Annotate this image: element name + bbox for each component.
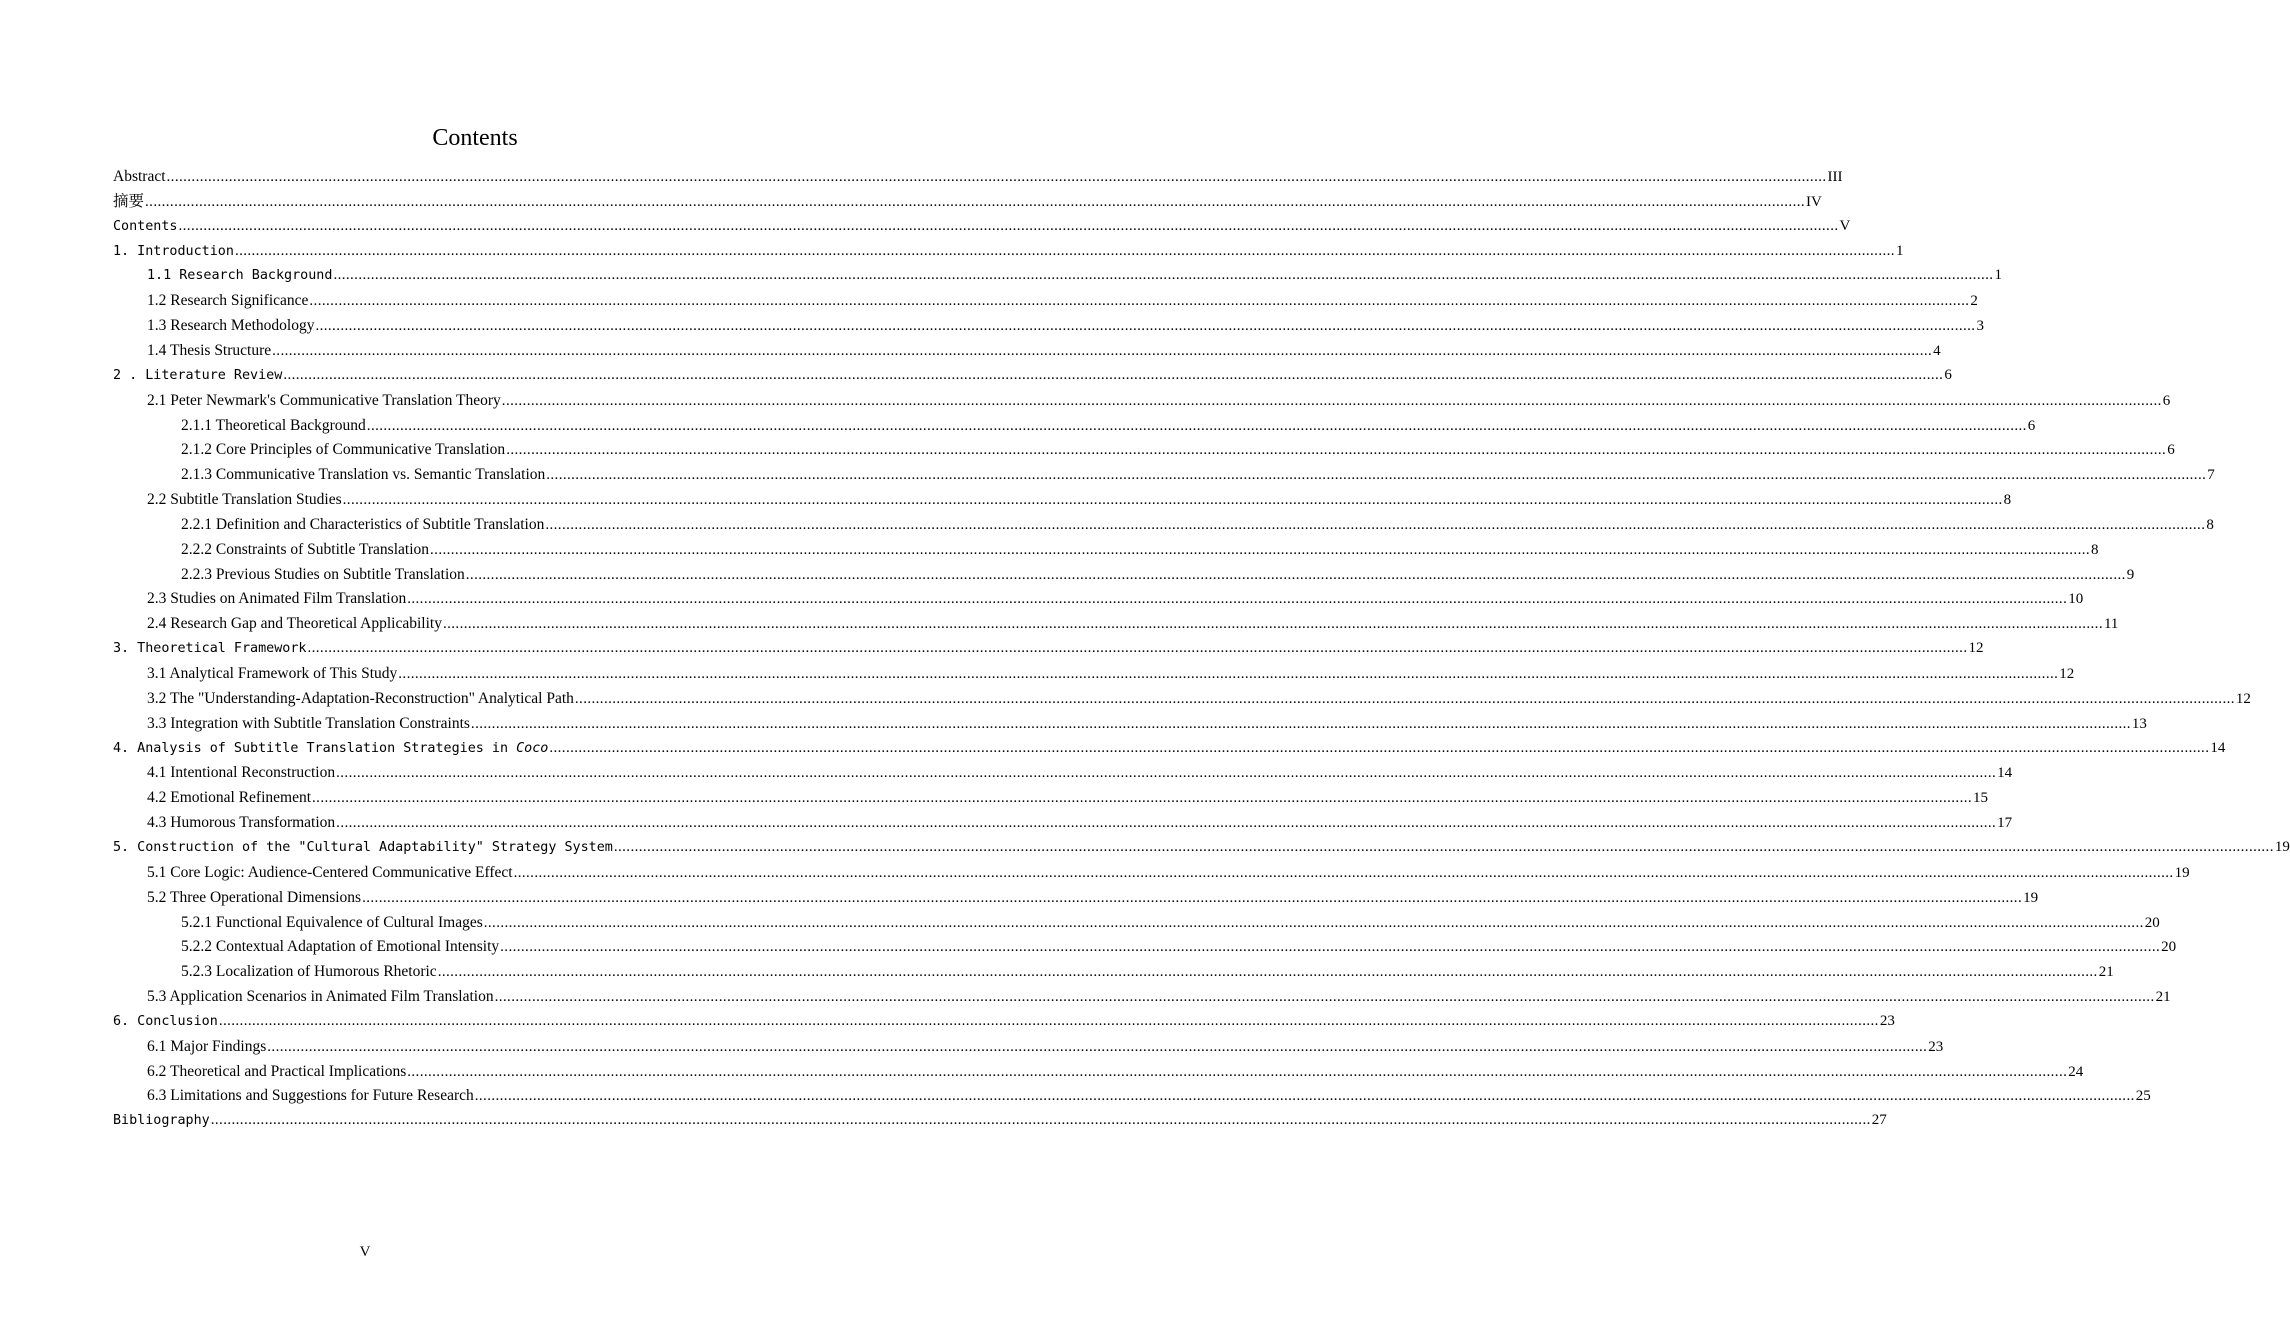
toc-entry-page: 12 bbox=[2235, 690, 2251, 707]
dot-leader: ................................................................................................................................................................................................................................................................................................................................................................................................................ bbox=[309, 293, 1970, 310]
dot-leader: ................................................................................................................................................................................................................................................................................................................................................................................................................ bbox=[546, 467, 2207, 484]
toc-entry-label: 2.4 Research Gap and Theoretical Applicability bbox=[147, 615, 442, 633]
toc-entry-page: 13 bbox=[2131, 715, 2147, 732]
toc-entry-page: 15 bbox=[1973, 790, 1989, 807]
dot-leader: ................................................................................................................................................................................................................................................................................................................................................................................................................ bbox=[272, 342, 1933, 359]
toc-entry-label: 6. Conclusion bbox=[113, 1013, 218, 1029]
toc-entry[interactable] bbox=[113, 1009, 1895, 1034]
toc-entry[interactable] bbox=[147, 686, 2251, 711]
toc-entry-label: 2.1.3 Communicative Translation vs. Semantic Translation bbox=[181, 466, 546, 484]
toc-entry-label: 3.3 Integration with Subtitle Translation Constraints bbox=[147, 714, 470, 732]
toc-entry-page: 25 bbox=[2135, 1088, 2151, 1105]
toc-entry-label: 2.3 Studies on Animated Film Translation bbox=[147, 590, 407, 608]
dot-leader: ................................................................................................................................................................................................................................................................................................................................................................................................................ bbox=[549, 739, 2210, 756]
toc-entry[interactable] bbox=[147, 860, 2190, 885]
toc-entry-page: 7 bbox=[2207, 467, 2215, 484]
toc-entry[interactable] bbox=[181, 959, 2114, 984]
toc-entry-label: 4.2 Emotional Refinement bbox=[147, 789, 312, 807]
toc-entry[interactable] bbox=[147, 1034, 1944, 1059]
dot-leader: ................................................................................................................................................................................................................................................................................................................................................................................................................ bbox=[362, 889, 2023, 906]
toc-entry[interactable] bbox=[181, 462, 2215, 487]
dot-leader: ................................................................................................................................................................................................................................................................................................................................................................................................................ bbox=[483, 914, 2144, 931]
toc-entry[interactable] bbox=[113, 239, 1904, 264]
toc-entry[interactable] bbox=[147, 288, 1978, 313]
toc-entry-page: 27 bbox=[1871, 1112, 1887, 1129]
toc-entry-label: 4.3 Humorous Transformation bbox=[147, 814, 336, 832]
toc-entry-label: 1.4 Thesis Structure bbox=[147, 341, 272, 359]
dot-leader: ................................................................................................................................................................................................................................................................................................................................................................................................................ bbox=[407, 1063, 2068, 1080]
dot-leader: ................................................................................................................................................................................................................................................................................................................................................................................................................ bbox=[437, 964, 2098, 981]
dot-leader: ................................................................................................................................................................................................................................................................................................................................................................................................................ bbox=[474, 1088, 2135, 1105]
toc-entry[interactable] bbox=[181, 934, 2177, 959]
toc-entry[interactable] bbox=[181, 437, 2175, 462]
toc-entry-page: V bbox=[1839, 217, 1851, 234]
toc-entry[interactable] bbox=[181, 562, 2135, 587]
toc-entry[interactable] bbox=[147, 1059, 2084, 1084]
dot-leader: ................................................................................................................................................................................................................................................................................................................................................................................................................ bbox=[430, 541, 2091, 558]
toc-entry[interactable] bbox=[147, 586, 2084, 611]
toc-entry-label: 2.2.2 Constraints of Subtitle Translation bbox=[181, 540, 430, 558]
toc-entry-label: 5.3 Application Scenarios in Animated Film Translation bbox=[147, 988, 494, 1006]
toc-entry-page: 2 bbox=[1970, 293, 1978, 310]
toc-entry[interactable] bbox=[147, 760, 2013, 785]
toc-entry[interactable] bbox=[147, 313, 1984, 338]
dot-leader: ................................................................................................................................................................................................................................................................................................................................................................................................................ bbox=[442, 616, 2103, 633]
toc-entry-label: 5.2.1 Functional Equivalence of Cultural Images bbox=[181, 913, 483, 931]
toc-entry-page: 6 bbox=[2162, 392, 2171, 409]
toc-entry-page: 9 bbox=[2126, 566, 2135, 583]
dot-leader: ................................................................................................................................................................................................................................................................................................................................................................................................................ bbox=[500, 939, 2161, 956]
toc-entry-label: 6.2 Theoretical and Practical Implications bbox=[147, 1062, 407, 1080]
toc-entry-page: III bbox=[1827, 169, 1843, 185]
toc-entry[interactable] bbox=[147, 611, 2119, 636]
dot-leader: ................................................................................................................................................................................................................................................................................................................................................................................................................ bbox=[465, 566, 2126, 583]
dot-leader: ................................................................................................................................................................................................................................................................................................................................................................................................................ bbox=[178, 217, 1839, 234]
toc-entry-page: 19 bbox=[2174, 864, 2190, 881]
toc-entry[interactable] bbox=[147, 984, 2171, 1009]
toc-entry-label: 5.2.2 Contextual Adaptation of Emotional Intensity bbox=[181, 938, 500, 956]
dot-leader: ................................................................................................................................................................................................................................................................................................................................................................................................................ bbox=[545, 516, 2206, 533]
toc-entry[interactable] bbox=[181, 413, 2036, 438]
dot-leader: ................................................................................................................................................................................................................................................................................................................................................................................................................ bbox=[613, 838, 2274, 855]
toc-entry[interactable] bbox=[147, 810, 2013, 835]
dot-leader: ................................................................................................................................................................................................................................................................................................................................................................................................................ bbox=[574, 690, 2235, 707]
toc-entry-label: 2.1 Peter Newmark's Communicative Translation Theory bbox=[147, 391, 501, 409]
toc-entry[interactable] bbox=[113, 835, 2290, 860]
toc-entry-page: 12 bbox=[2059, 666, 2075, 682]
toc-entry-page: 6 bbox=[2167, 442, 2175, 459]
toc-entry[interactable] bbox=[147, 487, 2012, 512]
toc-entry[interactable] bbox=[147, 661, 2075, 686]
dot-leader: ................................................................................................................................................................................................................................................................................................................................................................................................................ bbox=[366, 417, 2027, 434]
dot-leader: ................................................................................................................................................................................................................................................................................................................................................................................................................ bbox=[283, 366, 1944, 383]
toc-entry-page: 21 bbox=[2155, 989, 2171, 1006]
toc-entry-label: 5.2.3 Localization of Humorous Rhetoric bbox=[181, 963, 437, 981]
toc-entry[interactable] bbox=[147, 785, 1989, 810]
dot-leader: ................................................................................................................................................................................................................................................................................................................................................................................................................ bbox=[470, 715, 2131, 732]
toc-entry-label: 4.1 Intentional Reconstruction bbox=[147, 764, 336, 782]
toc-entry-page: 11 bbox=[2103, 616, 2119, 633]
toc-entry-label: Abstract bbox=[113, 168, 166, 185]
toc-entry-page: 19 bbox=[2274, 838, 2290, 855]
toc-entry[interactable] bbox=[147, 338, 1941, 363]
toc-entry-label: 1. Introduction bbox=[113, 243, 234, 259]
toc-entry-label: Contents bbox=[113, 218, 178, 234]
toc-entry-label: 2.2 Subtitle Translation Studies bbox=[147, 491, 342, 509]
toc-entry[interactable] bbox=[147, 388, 2171, 413]
toc-entry[interactable] bbox=[147, 711, 2147, 736]
toc-entry[interactable] bbox=[113, 1108, 1887, 1133]
toc-entry-label: 1.2 Research Significance bbox=[147, 292, 309, 310]
toc-entry-page: 23 bbox=[1928, 1038, 1944, 1055]
dot-leader: ................................................................................................................................................................................................................................................................................................................................................................................................................ bbox=[407, 591, 2068, 608]
dot-leader: ................................................................................................................................................................................................................................................................................................................................................................................................................ bbox=[506, 442, 2167, 459]
toc-entry[interactable] bbox=[181, 537, 2099, 562]
toc-entry-label: 1.1 Research Background bbox=[147, 268, 333, 284]
toc-entry-label: 5.2 Three Operational Dimensions bbox=[147, 888, 362, 906]
toc-entry-page: 21 bbox=[2098, 964, 2114, 981]
toc-entry[interactable] bbox=[147, 885, 2039, 910]
toc-entry[interactable] bbox=[147, 1083, 2151, 1108]
toc-entry-label: 3. Theoretical Framework bbox=[113, 641, 307, 657]
toc-entry-label: 5.1 Core Logic: Audience-Centered Communicative Effect bbox=[147, 863, 513, 881]
toc-entry-page: 8 bbox=[2091, 541, 2099, 558]
dot-leader: ................................................................................................................................................................................................................................................................................................................................................................................................................ bbox=[333, 267, 1994, 284]
toc-entry-label: 4. Analysis of Subtitle Translation Strategies in Coco bbox=[113, 740, 549, 756]
toc-entry-page: 1 bbox=[1895, 242, 1904, 259]
dot-leader: ................................................................................................................................................................................................................................................................................................................................................................................................................ bbox=[307, 640, 1968, 657]
toc-entry-page: 20 bbox=[2161, 939, 2177, 956]
toc-entry-label: 2 . Literature Review bbox=[113, 367, 283, 383]
toc-entry-label: 5. Construction of the "Cultural Adaptability" Strategy System bbox=[113, 839, 613, 855]
toc-entry-page: 1 bbox=[1994, 267, 2002, 284]
toc-entry-page: 24 bbox=[2068, 1063, 2084, 1080]
toc-entry-label: 1.3 Research Methodology bbox=[147, 317, 315, 335]
dot-leader: ................................................................................................................................................................................................................................................................................................................................................................................................................ bbox=[494, 989, 2155, 1006]
toc-entry-page: 14 bbox=[2210, 739, 2226, 756]
dot-leader: ................................................................................................................................................................................................................................................................................................................................................................................................................ bbox=[336, 765, 1997, 782]
toc-entry-label: 2.2.1 Definition and Characteristics of Subtitle Translation bbox=[181, 515, 545, 533]
dot-leader: ................................................................................................................................................................................................................................................................................................................................................................................................................ bbox=[501, 392, 2162, 409]
toc-entry-page: 23 bbox=[1879, 1012, 1895, 1029]
toc-entry-label: Bibliography bbox=[113, 1113, 210, 1129]
toc-entry-label: 3.1 Analytical Framework of This Study bbox=[147, 665, 398, 682]
dot-leader: ................................................................................................................................................................................................................................................................................................................................................................................................................ bbox=[166, 169, 1827, 185]
toc-entry-label: 摘要 bbox=[113, 192, 145, 210]
toc-entry-label: 6.3 Limitations and Suggestions for Future Research bbox=[147, 1087, 474, 1105]
dot-leader: ................................................................................................................................................................................................................................................................................................................................................................................................................ bbox=[145, 193, 1806, 210]
toc-entry[interactable] bbox=[113, 736, 2226, 761]
toc-entry-page: 19 bbox=[2023, 889, 2039, 906]
toc-entry[interactable] bbox=[147, 263, 2002, 288]
toc-entry-page: IV bbox=[1806, 193, 1822, 210]
toc-entry-page: 10 bbox=[2068, 591, 2084, 608]
toc-entry-label: 3.2 The "Understanding-Adaptation-Reconstruction" Analytical Path bbox=[147, 689, 574, 707]
toc-entry[interactable] bbox=[113, 636, 1984, 661]
page-number: V bbox=[359, 1244, 371, 1260]
toc-entry-page: 12 bbox=[1968, 640, 1984, 657]
toc-entry[interactable] bbox=[181, 512, 2214, 537]
toc-entry[interactable] bbox=[113, 164, 1843, 189]
dot-leader: ................................................................................................................................................................................................................................................................................................................................................................................................................ bbox=[234, 242, 1895, 259]
toc-entry[interactable] bbox=[113, 214, 1851, 239]
dot-leader: ................................................................................................................................................................................................................................................................................................................................................................................................................ bbox=[210, 1112, 1871, 1129]
toc-entry-label: 2.2.3 Previous Studies on Subtitle Translation bbox=[181, 565, 465, 583]
toc-entry-label: 2.1.2 Core Principles of Communicative Translation bbox=[181, 441, 506, 459]
toc-entry-page: 17 bbox=[1997, 815, 2013, 832]
toc-entry-page: 8 bbox=[2003, 492, 2012, 509]
toc-entry-page: 4 bbox=[1933, 342, 1941, 359]
dot-leader: ................................................................................................................................................................................................................................................................................................................................................................................................................ bbox=[336, 815, 1997, 832]
dot-leader: ................................................................................................................................................................................................................................................................................................................................................................................................................ bbox=[398, 666, 2059, 682]
toc-entry-page: 6 bbox=[1944, 366, 1952, 383]
dot-leader: ................................................................................................................................................................................................................................................................................................................................................................................................................ bbox=[267, 1038, 1928, 1055]
toc-entry[interactable] bbox=[113, 363, 1952, 388]
dot-leader: ................................................................................................................................................................................................................................................................................................................................................................................................................ bbox=[342, 492, 2003, 509]
dot-leader: ................................................................................................................................................................................................................................................................................................................................................................................................................ bbox=[312, 790, 1973, 807]
dot-leader: ................................................................................................................................................................................................................................................................................................................................................................................................................ bbox=[513, 864, 2174, 881]
dot-leader: ................................................................................................................................................................................................................................................................................................................................................................................................................ bbox=[315, 318, 1976, 335]
toc-entry-label: 6.1 Major Findings bbox=[147, 1037, 267, 1055]
dot-leader: ................................................................................................................................................................................................................................................................................................................................................................................................................ bbox=[218, 1012, 1879, 1029]
toc-entry-label: 2.1.1 Theoretical Background bbox=[181, 416, 366, 434]
toc-entry-page: 20 bbox=[2144, 914, 2160, 931]
toc-entry-page: 6 bbox=[2027, 417, 2036, 434]
page-title: Contents bbox=[432, 125, 518, 151]
toc-entry[interactable] bbox=[181, 910, 2160, 935]
toc-entry-italic-title: Coco bbox=[516, 740, 549, 756]
toc-entry-page: 14 bbox=[1997, 765, 2013, 782]
toc-entry[interactable] bbox=[113, 189, 1822, 214]
toc-entry-page: 8 bbox=[2206, 516, 2214, 533]
toc-entry-page: 3 bbox=[1976, 318, 1984, 335]
